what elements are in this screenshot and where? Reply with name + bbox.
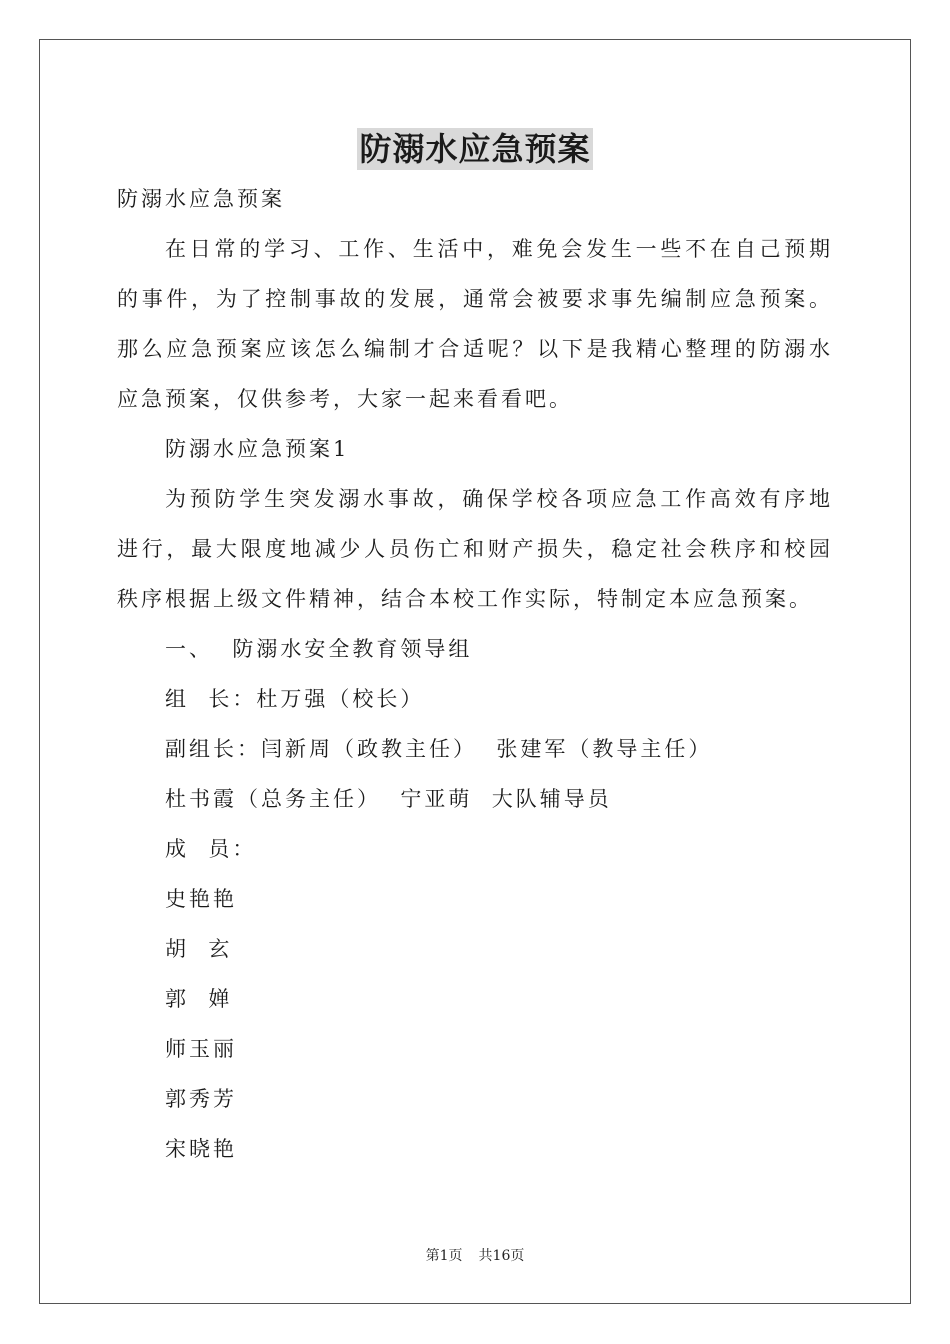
member-item: 史艳艳 — [165, 887, 237, 911]
member-item: 师玉丽 — [165, 1037, 237, 1061]
section-heading: 防溺水应急预案1 — [165, 437, 350, 461]
member-item: 郭秀芳 — [165, 1087, 237, 1111]
member-item: 郭 婵 — [165, 987, 233, 1011]
intro-paragraph: 在日常的学习、工作、生活中，难免会发生一些不在自己预期的事件，为了控制事故的发展，通常会被要求事先编制应急预案。那么应急预案应该怎么编制才合适呢？以下是我精心整理的防溺水应急预案，仅供参考，大家一起来看看吧。 — [117, 237, 833, 411]
item-one-heading: 一、 防溺水安全教育领导组 — [165, 637, 473, 661]
purpose-paragraph: 为预防学生突发溺水事故，确保学校各项应急工作高效有序地进行，最大限度地减少人员伤亡和财产损失，稳定社会秩序和校园秩序根据上级文件精神，结合本校工作实际，特制定本应急预案。 — [117, 487, 833, 611]
page-footer — [0, 1246, 950, 1266]
document-body — [117, 174, 833, 1174]
members-label: 成 员： — [165, 837, 257, 861]
leader-line: 组 长：杜万强（校长） — [165, 687, 425, 711]
vice-leader-line: 副组长：闫新周（政教主任） 张建军（教导主任） — [165, 737, 713, 761]
page-total: 共16页 — [478, 1248, 525, 1264]
title-container — [0, 128, 950, 170]
member-item: 宋晓艳 — [165, 1137, 237, 1161]
document-title: 防溺水应急预案 — [359, 130, 591, 168]
vice-leader-continued: 杜书霞（总务主任） 宁亚萌 大队辅导员 — [165, 787, 612, 811]
subtitle: 防溺水应急预案 — [117, 187, 285, 211]
member-item: 胡 玄 — [165, 937, 233, 961]
page-number: 第1页 — [425, 1248, 463, 1264]
